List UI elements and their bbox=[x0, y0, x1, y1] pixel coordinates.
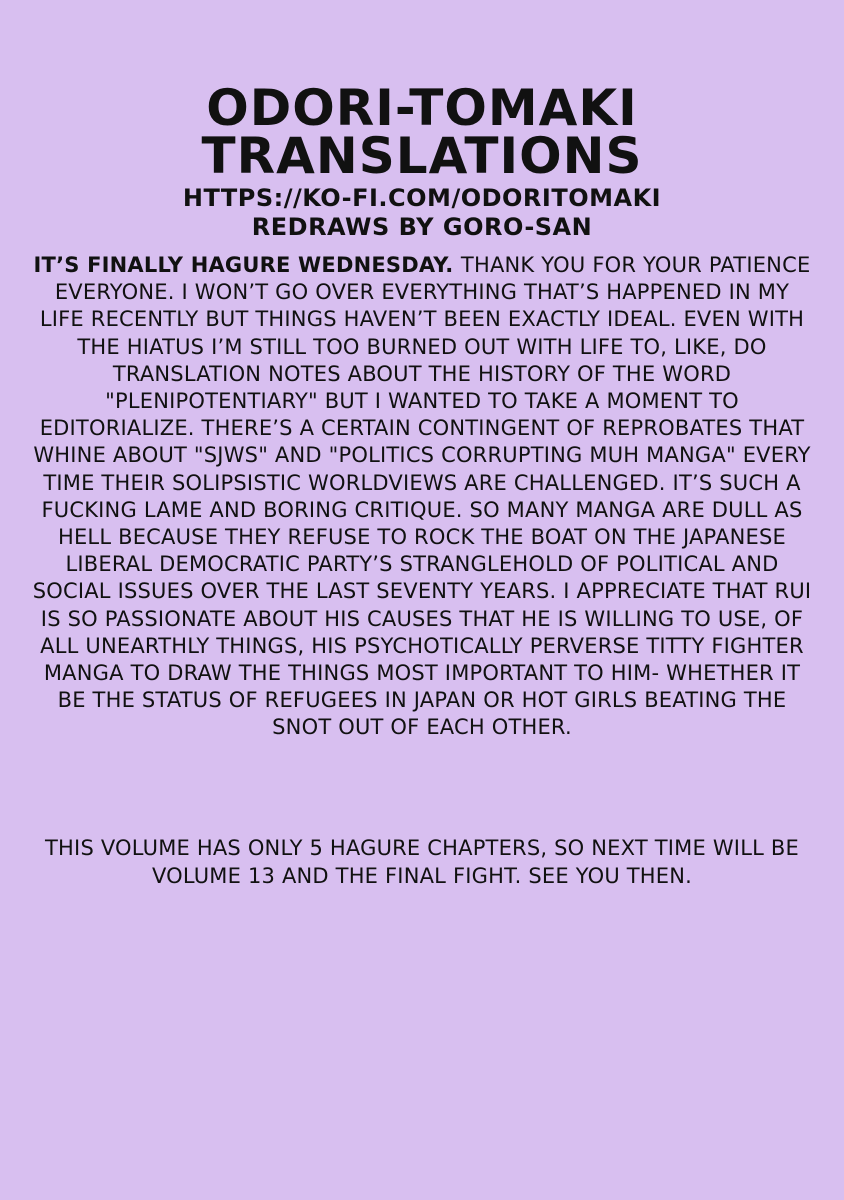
translator-note-lead: IT’S FINALLY HAGURE WEDNESDAY. bbox=[33, 253, 461, 277]
redraws-credit: REDRAWS BY GORO-SAN bbox=[251, 213, 593, 241]
translator-note bbox=[30, 252, 814, 742]
group-name-line-1: ODORI-TOMAKI bbox=[206, 79, 638, 137]
closing-note: THIS VOLUME HAS ONLY 5 HAGURE CHAPTERS, SO NEXT TIME WILL BE VOLUME 13 AND THE FINAL FIGHT. SEE YOU THEN. bbox=[45, 836, 799, 888]
ko-fi-url: HTTPS://KO-FI.COM/ODORITOMAKI bbox=[182, 184, 662, 212]
page-header bbox=[0, 79, 844, 242]
group-name-line-2: TRANSLATIONS bbox=[201, 127, 643, 185]
translator-note-body: THANK YOU FOR YOUR PATIENCE EVERYONE. I WON’T GO OVER EVERYTHING THAT’S HAPPENED IN MY LIFE RECENTLY BUT THINGS HAVEN’T BEEN EXACTLY IDEAL. EVEN WITH THE HIATUS I’M STILL TOO BURNED OUT WITH LIFE TO, LIKE, DO TRANSLATION NOTES ABOUT THE HISTORY OF THE WORD "PLENIPOTENTIARY" BUT I WANTED TO TAKE A MOMENT TO EDITORIALIZE. THERE’S A CERTAIN CONTINGENT OF REPROBATES THAT WHINE ABOUT "SJWS" AND "POLITICS CORRUPTING MUH MANGA" EVERY TIME THEIR SOLIPSISTIC WORLDVIEWS ARE CHALLENGED. IT’S SUCH A FUCKING LAME AND BORING CRITIQUE. SO MANY MANGA ARE DULL AS HELL BECAUSE THEY REFUSE TO ROCK THE BOAT ON THE JAPANESE LIBERAL DEMOCRATIC PARTY’S STRANGLEHOLD OF POLITICAL AND SOCIAL ISSUES OVER THE LAST SEVENTY YEARS. I APPRECIATE THAT RUI IS SO PASSIONATE ABOUT HIS CAUSES THAT HE IS WILLING TO USE, OF ALL UNEARTHLY THINGS, HIS PSYCHOTICALLY PERVERSE TITTY FIGHTER MANGA TO DRAW THE THINGS MOST IMPORTANT TO HIM- WHETHER IT BE THE STATUS OF REFUGEES IN JAPAN OR HOT GIRLS BEATING THE SNOT OUT OF EACH OTHER. bbox=[32, 253, 812, 740]
